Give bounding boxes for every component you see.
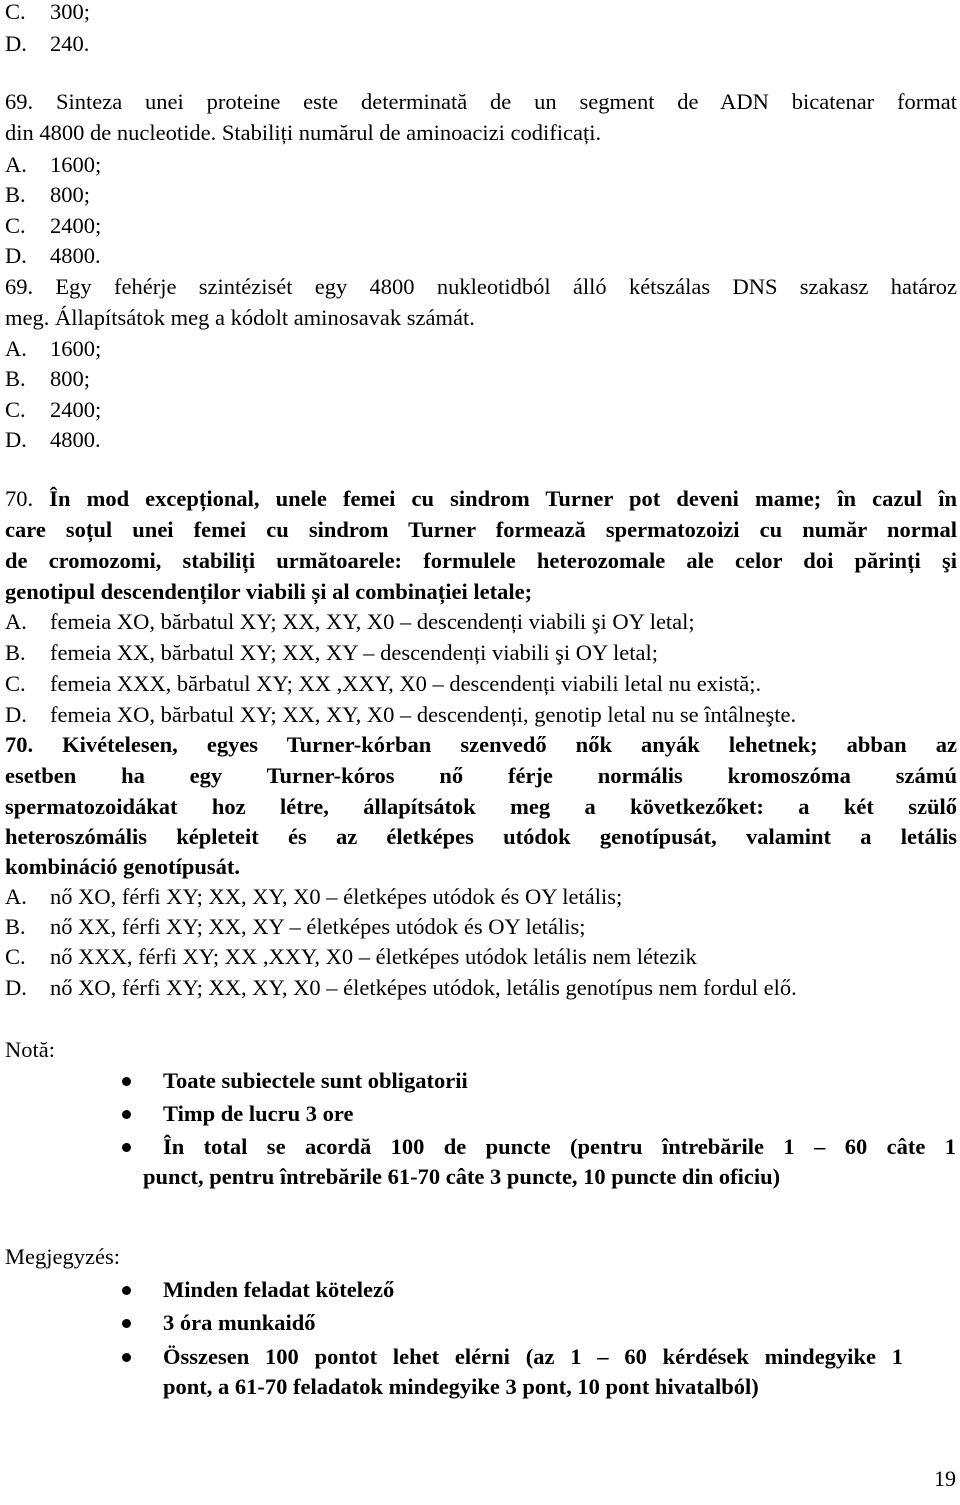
option-text: 1600; xyxy=(50,336,102,361)
bullet-icon xyxy=(122,1319,131,1328)
note-hu-item-3-cont: pont, a 61-70 feladatok mindegyike 3 pont, 10 pont hivatalból) xyxy=(163,1374,759,1399)
q70-ro-option-a xyxy=(5,607,957,637)
q70-ro-line1 xyxy=(5,484,957,514)
option-letter: D. xyxy=(5,702,27,727)
option-text: 4800. xyxy=(50,243,101,268)
q69-ro-option-a xyxy=(5,150,957,180)
option-text: 800; xyxy=(50,366,91,391)
q69-hu-option-d xyxy=(5,425,957,455)
option-letter: C. xyxy=(5,944,26,969)
note-ro-heading: Notă: xyxy=(5,1037,55,1062)
q70-hu-line5: kombináció genotípusát. xyxy=(5,854,241,879)
option-text: 800; xyxy=(50,182,91,207)
option-letter: D. xyxy=(5,427,27,452)
note-hu-item-1: Minden feladat kötelező xyxy=(163,1277,395,1302)
q69-ro-line1: 69. Sinteza unei proteine este determinată de un segment de ADN bicatenar format xyxy=(5,89,957,114)
option-text: 2400; xyxy=(50,213,102,238)
option-letter: B. xyxy=(5,366,26,391)
option-text: 2400; xyxy=(50,397,102,422)
option-text: femeia XO, bărbatul XY; XX, XY, X0 – descendenți viabili şi OY letal; xyxy=(50,609,695,634)
option-text: 240. xyxy=(50,31,90,56)
option-letter: D. xyxy=(5,243,27,268)
q69-ro-option-d xyxy=(5,241,957,271)
option-text: 4800. xyxy=(50,427,101,452)
option-text: 300; xyxy=(50,0,91,24)
q70-ro-line2: care soțul unei femei cu sindrom Turner formează spermatozoizi cu număr normal xyxy=(5,517,957,542)
option-text: femeia XXX, bărbatul XY; XX ,XXY, X0 – descendenți viabili letal nu există;. xyxy=(50,671,762,696)
note-hu-heading: Megjegyzés: xyxy=(5,1244,120,1269)
option-letter: B. xyxy=(5,914,26,939)
question-text: În mod excepțional, unele femei cu sindrom Turner pot deveni mame; în cazul în xyxy=(49,486,957,511)
bullet-icon xyxy=(122,1143,131,1152)
bullet-icon xyxy=(122,1353,131,1362)
option-letter: B. xyxy=(5,640,26,665)
note-ro-item-1: Toate subiectele sunt obligatorii xyxy=(163,1068,468,1093)
note-hu-item-2: 3 óra munkaidő xyxy=(163,1310,316,1335)
q70-hu-option-a xyxy=(5,882,957,912)
option-letter: A. xyxy=(5,152,27,177)
bullet-icon xyxy=(122,1077,131,1086)
note-ro-item-3-cont: punct, pentru întrebările 61-70 câte 3 puncte, 10 puncte din oficiu) xyxy=(143,1164,781,1189)
option-letter: C. xyxy=(5,397,26,422)
option-letter: D. xyxy=(5,31,27,56)
q70-hu-line1: 70. Kivételesen, egyes Turner-kórban szenvedő nők anyák lehetnek; abban az xyxy=(5,732,957,757)
option-d-line xyxy=(5,29,957,59)
q70-hu-line3: spermatozoidákat hoz létre, állapítsátok meg a következőket: a két szülő xyxy=(5,794,957,819)
bullet-icon xyxy=(122,1286,131,1295)
option-letter: C. xyxy=(5,0,26,24)
option-letter: D. xyxy=(5,975,27,1000)
option-text: nő XO, férfi XY; XX, XY, X0 – életképes utódok, letális genotípus nem fordul elő. xyxy=(50,975,797,1000)
q69-hu-option-b xyxy=(5,364,957,394)
q70-hu-line4: heteroszómális képleteit és az életképes utódok genotípusát, valamint a letális xyxy=(5,824,957,849)
q70-ro-line4: genotipul descendenților viabili și al combinației letale; xyxy=(5,579,533,604)
option-text: 1600; xyxy=(50,152,102,177)
option-letter: C. xyxy=(5,671,26,696)
option-letter: C. xyxy=(5,213,26,238)
option-text: nő XO, férfi XY; XX, XY, X0 – életképes utódok és OY letális; xyxy=(50,884,623,909)
note-ro-item-2: Timp de lucru 3 ore xyxy=(163,1101,354,1126)
option-letter: A. xyxy=(5,336,27,361)
note-hu-item-3: Összesen 100 pontot lehet elérni (az 1 – 60 kérdések mindegyike 1 xyxy=(163,1344,903,1369)
q69-ro-option-c xyxy=(5,211,957,241)
page-number: 19 xyxy=(934,1466,956,1491)
q69-hu-line1: 69. Egy fehérje szintézisét egy 4800 nukleotidból álló kétszálas DNS szakasz határoz xyxy=(5,274,957,299)
q69-ro-line2: din 4800 de nucleotide. Stabiliți numărul de aminoacizi codificați. xyxy=(5,120,602,145)
q70-hu-option-c xyxy=(5,942,957,972)
q70-hu-option-d xyxy=(5,973,957,1003)
q70-ro-line3: de cromozomi, stabiliți următoarele: formulele heterozomale ale celor doi părinți şi xyxy=(5,548,957,573)
note-ro-item-3: În total se acordă 100 de puncte (pentru întrebările 1 – 60 câte 1 xyxy=(163,1134,956,1159)
option-letter: A. xyxy=(5,609,27,634)
option-letter: B. xyxy=(5,182,26,207)
bullet-icon xyxy=(122,1110,131,1119)
option-text: nő XX, férfi XY; XX, XY – életképes utódok és OY letális; xyxy=(50,914,586,939)
question-number: 70. xyxy=(5,486,34,511)
option-letter: A. xyxy=(5,884,27,909)
q69-hu-option-c xyxy=(5,395,957,425)
option-c-line xyxy=(5,0,957,27)
option-text: femeia XX, bărbatul XY; XX, XY – descendenți viabili şi OY letal; xyxy=(50,640,658,665)
q69-ro-option-b xyxy=(5,180,957,210)
q70-ro-option-d xyxy=(5,700,957,730)
q69-hu-line2: meg. Állapítsátok meg a kódolt aminosavak számát. xyxy=(5,305,475,330)
q69-hu-option-a xyxy=(5,334,957,364)
option-text: nő XXX, férfi XY; XX ,XXY, X0 – életképes utódok letális nem létezik xyxy=(50,944,697,969)
q70-hu-option-b xyxy=(5,912,957,942)
q70-ro-option-c xyxy=(5,669,957,699)
q70-hu-line2: esetben ha egy Turner-kóros nő férje normális kromoszóma számú xyxy=(5,763,957,788)
option-text: femeia XO, bărbatul XY; XX, XY, X0 – descendenți, genotip letal nu se întâlneşte. xyxy=(50,702,797,727)
q70-ro-option-b xyxy=(5,638,957,668)
